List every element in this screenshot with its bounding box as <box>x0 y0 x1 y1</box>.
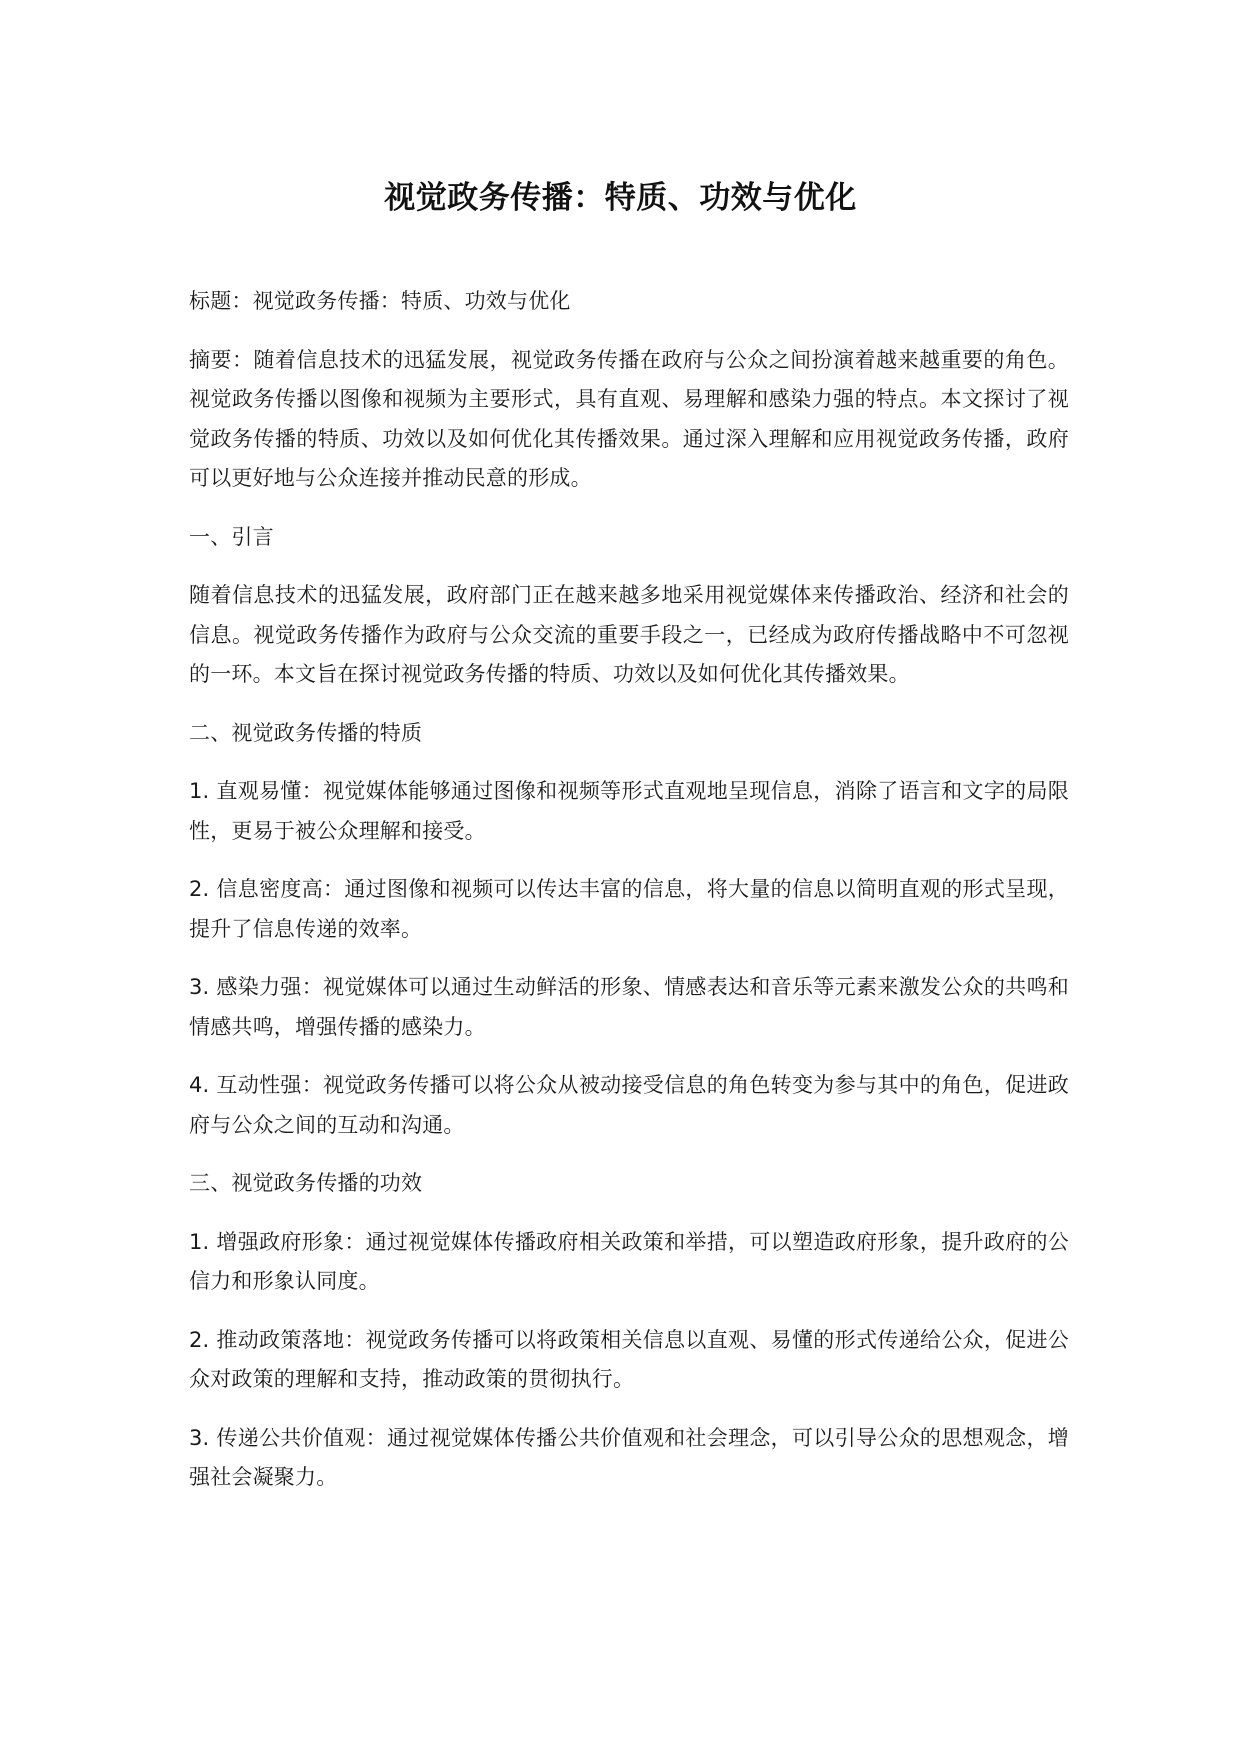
heading-effects: 三、视觉政务传播的功效 <box>189 1171 423 1195</box>
paragraph-abstract: 摘要：随着信息技术的迅猛发展，视觉政务传播在政府与公众之间扮演着越来越重要的角色。视觉政务传播以图像和视频为主要形式，具有直观、易理解和感染力强的特点。本文探讨了视觉政务传播的特质、功效以及如何优化其传播效果。通过深入理解和应用视觉政务传播，政府可以更好地与公众连接并推动民意的形成。 <box>189 347 1069 490</box>
list-item-characteristic-2: 2. 信息密度高：通过图像和视频可以传达丰富的信息，将大量的信息以简明直观的形式呈现，提升了信息传递的效率。 <box>189 877 1069 941</box>
heading-introduction: 一、引言 <box>189 524 274 549</box>
paragraph-title-line: 标题：视觉政务传播：特质、功效与优化 <box>189 289 571 313</box>
document-title: 视觉政务传播：特质、功效与优化 <box>384 180 857 216</box>
list-item-effect-1: 1. 增强政府形象：通过视觉媒体传播政府相关政策和举措，可以塑造政府形象，提升政府的公信力和形象认同度。 <box>189 1229 1069 1293</box>
list-item-characteristic-1: 1. 直观易懂：视觉媒体能够通过图像和视频等形式直观地呈现信息，消除了语言和文字的局限性，更易于被公众理解和接受。 <box>189 779 1069 843</box>
heading-characteristics: 二、视觉政务传播的特质 <box>189 720 423 745</box>
list-item-characteristic-3: 3. 感染力强：视觉媒体可以通过生动鲜活的形象、情感表达和音乐等元素来激发公众的共鸣和情感共鸣，增强传播的感染力。 <box>189 975 1069 1039</box>
list-item-effect-3: 3. 传递公共价值观：通过视觉媒体传播公共价值观和社会理念，可以引导公众的思想观念，增强社会凝聚力。 <box>189 1425 1069 1489</box>
list-item-effect-2: 2. 推动政策落地：视觉政务传播可以将政策相关信息以直观、易懂的形式传递给公众，促进公众对政策的理解和支持，推动政策的贯彻执行。 <box>189 1327 1069 1391</box>
paragraph-introduction: 随着信息技术的迅猛发展，政府部门正在越来越多地采用视觉媒体来传播政治、经济和社会的信息。视觉政务传播作为政府与公众交流的重要手段之一，已经成为政府传播战略中不可忽视的一环。本文旨在探讨视觉政务传播的特质、功效以及如何优化其传播效果。 <box>189 583 1069 686</box>
list-item-characteristic-4: 4. 互动性强：视觉政务传播可以将公众从被动接受信息的角色转变为参与其中的角色，促进政府与公众之间的互动和沟通。 <box>189 1073 1069 1137</box>
document-body <box>189 282 1069 1517</box>
